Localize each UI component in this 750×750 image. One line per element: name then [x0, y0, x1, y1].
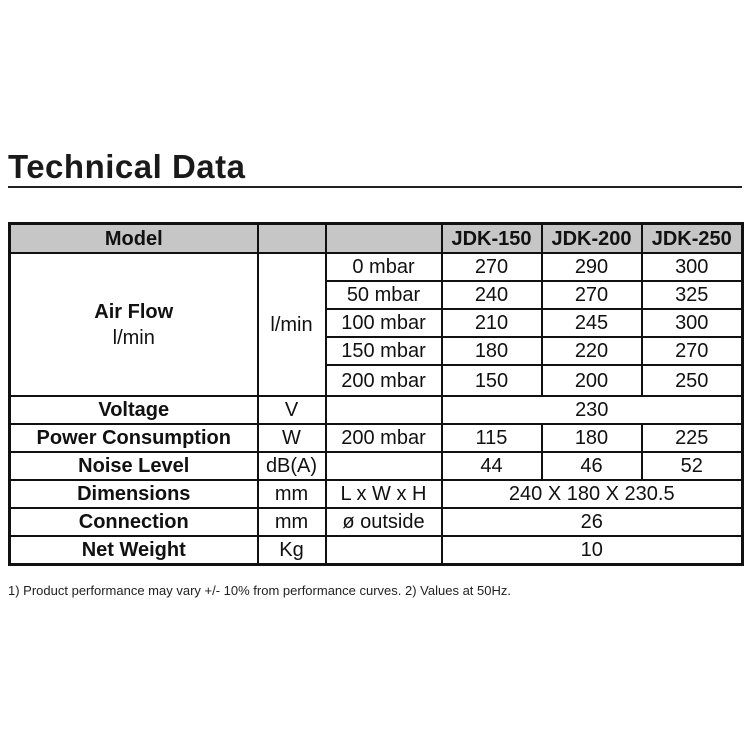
- header-model-2: JDK-200: [542, 224, 642, 254]
- air-flow-unit: l/min: [258, 253, 326, 396]
- power-label: Power Consumption: [10, 424, 258, 452]
- table-header-row: [10, 224, 743, 254]
- noise-unit: dB(A): [258, 452, 326, 480]
- dimensions-unit: mm: [258, 480, 326, 508]
- connection-condition: ø outside: [326, 508, 442, 536]
- value-cell: 46: [542, 452, 642, 480]
- weight-value: 10: [442, 536, 743, 564]
- value-cell: 300: [642, 309, 743, 337]
- power-unit: W: [258, 424, 326, 452]
- weight-row: [10, 536, 743, 564]
- value-cell: 240: [442, 281, 542, 309]
- value-cell: 44: [442, 452, 542, 480]
- header-model: Model: [10, 224, 258, 254]
- pressure-cell: 100 mbar: [326, 309, 442, 337]
- pressure-cell: 150 mbar: [326, 337, 442, 365]
- noise-row: [10, 452, 743, 480]
- connection-value: 26: [442, 508, 743, 536]
- title-underline: [8, 186, 742, 188]
- voltage-unit: V: [258, 396, 326, 424]
- dimensions-row: [10, 480, 743, 508]
- voltage-label: Voltage: [10, 396, 258, 424]
- header-condition: [326, 224, 442, 254]
- value-cell: 180: [442, 337, 542, 365]
- value-cell: 270: [542, 281, 642, 309]
- value-cell: 300: [642, 253, 743, 281]
- value-cell: 150: [442, 365, 542, 396]
- connection-row: [10, 508, 743, 536]
- voltage-condition: [326, 396, 442, 424]
- value-cell: 200: [542, 365, 642, 396]
- value-cell: 210: [442, 309, 542, 337]
- connection-unit: mm: [258, 508, 326, 536]
- pressure-cell: 50 mbar: [326, 281, 442, 309]
- dimensions-value: 240 X 180 X 230.5: [442, 480, 743, 508]
- air-flow-label-unit: l/min: [112, 326, 155, 349]
- weight-label: Net Weight: [10, 536, 258, 564]
- pressure-cell: 0 mbar: [326, 253, 442, 281]
- noise-condition: [326, 452, 442, 480]
- header-model-1: JDK-150: [442, 224, 542, 254]
- air-flow-label: Air Flow: [94, 300, 174, 323]
- page-title: Technical Data: [8, 148, 246, 185]
- value-cell: 180: [542, 424, 642, 452]
- technical-data-table: [8, 222, 744, 566]
- value-cell: 245: [542, 309, 642, 337]
- dimensions-condition: L x W x H: [326, 480, 442, 508]
- connection-label: Connection: [10, 508, 258, 536]
- value-cell: 325: [642, 281, 743, 309]
- table-row: [10, 253, 743, 281]
- weight-condition: [326, 536, 442, 564]
- value-cell: 220: [542, 337, 642, 365]
- air-flow-label-cell: [10, 253, 258, 396]
- header-model-3: JDK-250: [642, 224, 743, 254]
- noise-label: Noise Level: [10, 452, 258, 480]
- voltage-row: [10, 396, 743, 424]
- dimensions-label: Dimensions: [10, 480, 258, 508]
- weight-unit: Kg: [258, 536, 326, 564]
- power-condition: 200 mbar: [326, 424, 442, 452]
- value-cell: 270: [642, 337, 743, 365]
- footnote: 1) Product performance may vary +/- 10% from performance curves. 2) Values at 50Hz.: [8, 583, 511, 598]
- value-cell: 250: [642, 365, 743, 396]
- power-row: [10, 424, 743, 452]
- value-cell: 115: [442, 424, 542, 452]
- pressure-cell: 200 mbar: [326, 365, 442, 396]
- value-cell: 52: [642, 452, 743, 480]
- header-unit: [258, 224, 326, 254]
- value-cell: 290: [542, 253, 642, 281]
- voltage-value: 230: [442, 396, 743, 424]
- value-cell: 225: [642, 424, 743, 452]
- value-cell: 270: [442, 253, 542, 281]
